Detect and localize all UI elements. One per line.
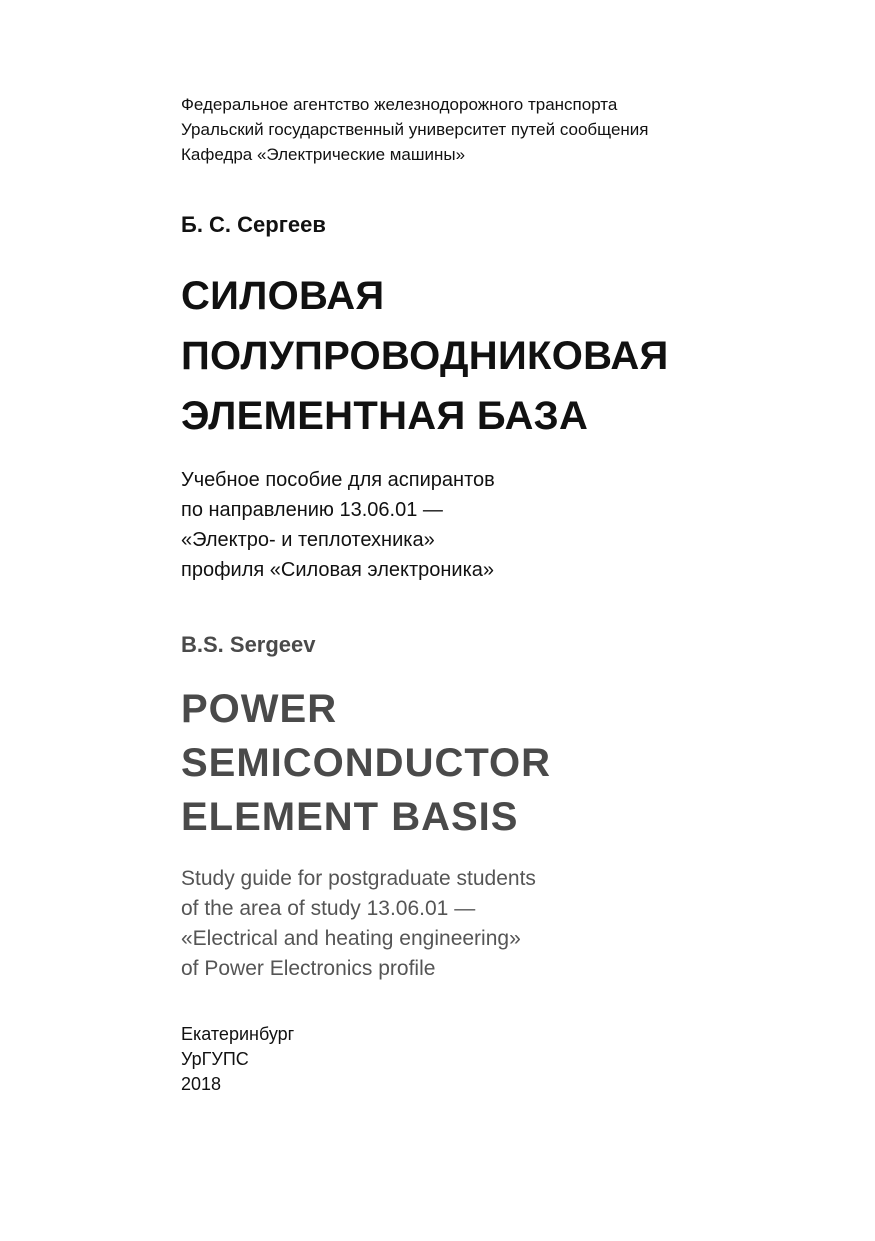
title-russian-line: СИЛОВАЯ xyxy=(181,274,385,318)
title-russian xyxy=(181,266,821,446)
title-english-line: ELEMENT BASIS xyxy=(181,795,519,839)
agency-name: Федеральное агентство железнодорожного транспорта xyxy=(181,95,618,114)
subtitle-english-line: of Power Electronics profile xyxy=(181,957,436,980)
subtitle-english-line: of the area of study 13.06.01 — xyxy=(181,897,476,920)
imprint-publisher: УрГУПС xyxy=(181,1049,249,1069)
imprint xyxy=(181,1022,821,1097)
department-name: Кафедра «Электрические машины» xyxy=(181,145,466,164)
title-english xyxy=(181,682,821,844)
title-russian-line: ЭЛЕМЕНТНАЯ БАЗА xyxy=(181,394,589,438)
title-russian-line: ПОЛУПРОВОДНИКОВАЯ xyxy=(181,334,669,378)
author-russian: Б. С. Сергеев xyxy=(181,212,326,237)
subtitle-russian-line: Учебное пособие для аспирантов xyxy=(181,469,495,491)
imprint-city: Екатеринбург xyxy=(181,1024,295,1044)
subtitle-russian-line: по направлению 13.06.01 — xyxy=(181,499,443,521)
subtitle-english-line: «Electrical and heating engineering» xyxy=(181,927,521,950)
subtitle-russian xyxy=(181,465,821,585)
author-english: B.S. Sergeev xyxy=(181,632,316,657)
title-english-line: POWER xyxy=(181,687,338,731)
title-english-line: SEMICONDUCTOR xyxy=(181,741,552,785)
subtitle-russian-line: «Электро- и теплотехника» xyxy=(181,529,435,551)
subtitle-english xyxy=(181,864,821,984)
subtitle-english-line: Study guide for postgraduate students xyxy=(181,867,536,890)
university-name: Уральский государственный университет путей сообщения xyxy=(181,120,649,139)
organization-header xyxy=(181,92,821,167)
imprint-year: 2018 xyxy=(181,1074,222,1094)
title-page xyxy=(181,92,821,1097)
subtitle-russian-line: профиля «Силовая электроника» xyxy=(181,559,495,581)
